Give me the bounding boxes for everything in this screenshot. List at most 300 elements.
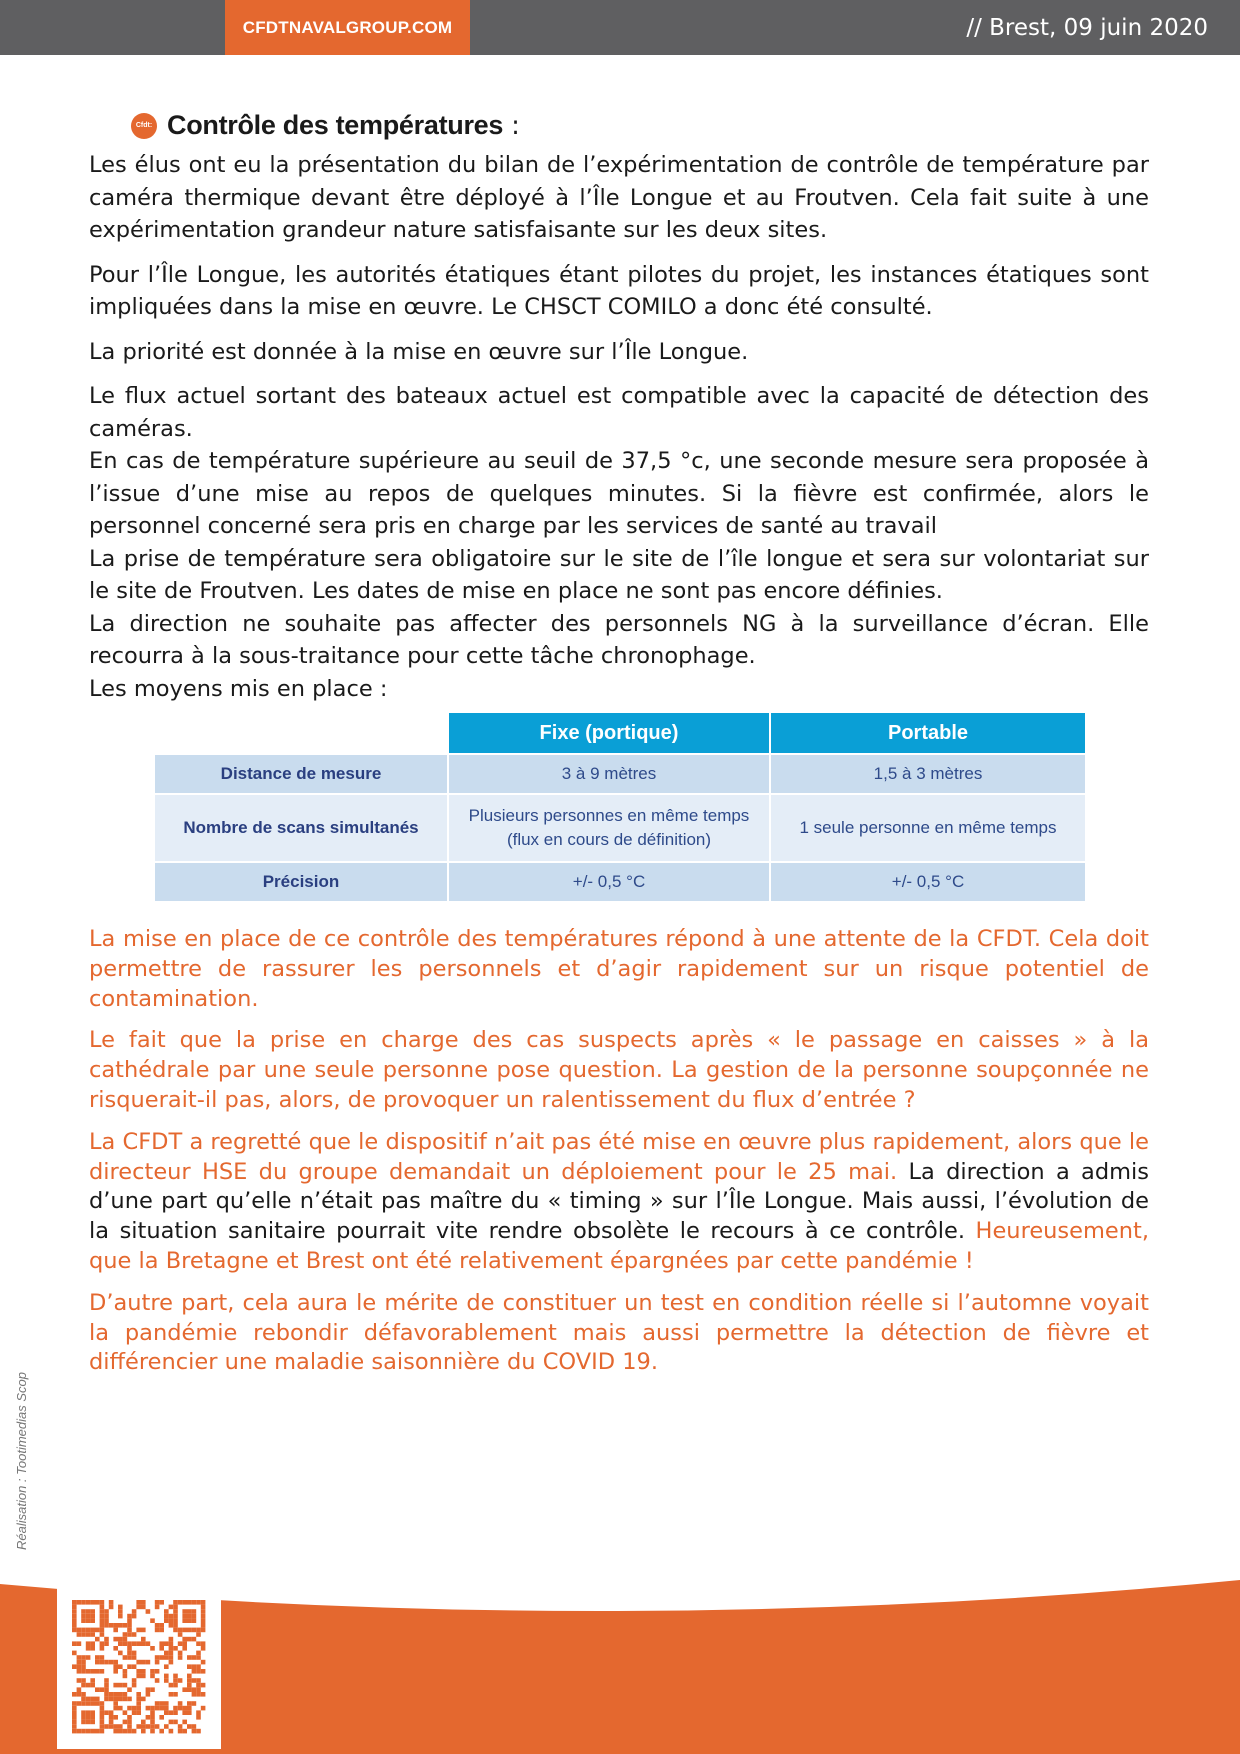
qr-module [100,1646,105,1651]
qr-module [164,1609,169,1614]
qr-module [81,1632,86,1637]
qr-module [201,1683,206,1688]
qr-module [100,1600,105,1605]
qr-module [187,1637,192,1642]
qr-module [187,1710,192,1715]
qr-module [100,1628,105,1633]
qr-module [150,1706,155,1711]
qr-module [173,1614,178,1619]
qr-module [141,1669,146,1674]
qr-module [155,1623,160,1628]
qr-module [90,1632,95,1637]
qr-module [100,1701,105,1706]
qr-module [146,1609,151,1614]
qr-module [100,1632,105,1637]
document-date: // Brest, 09 juin 2020 [966,14,1208,41]
qr-module [169,1605,174,1610]
qr-module [132,1710,137,1715]
qr-module [95,1687,100,1692]
qr-module [72,1720,77,1725]
qr-module [201,1600,206,1605]
qr-module [196,1641,201,1646]
qr-module [90,1618,95,1623]
qr-module [127,1651,132,1656]
qr-module [192,1664,197,1669]
qr-module [86,1655,91,1660]
qr-module [109,1715,114,1720]
qr-module [136,1697,141,1702]
qr-module [86,1614,91,1619]
qr-module [77,1687,82,1692]
qr-module [123,1710,128,1715]
qr-module [100,1623,105,1628]
qr-module [187,1687,192,1692]
qr-module [127,1715,132,1720]
qr-module [150,1669,155,1674]
qr-module [173,1692,178,1697]
qr-module [100,1605,105,1610]
qr-module [90,1614,95,1619]
qr-module [196,1651,201,1656]
qr-module [150,1715,155,1720]
qr-module [164,1655,169,1660]
qr-module [196,1687,201,1692]
qr-module [77,1669,82,1674]
qr-module [118,1623,123,1628]
qr-module [155,1706,160,1711]
qr-module [77,1660,82,1665]
qr-module [141,1724,146,1729]
qr-module [141,1660,146,1665]
qr-module [81,1628,86,1633]
qr-module [90,1720,95,1725]
qr-module [173,1609,178,1614]
qr-module [164,1674,169,1679]
qr-module [81,1720,86,1725]
qr-module [118,1605,123,1610]
qr-module [77,1664,82,1669]
qr-module [86,1697,91,1702]
qr-module [72,1641,77,1646]
table-row-label: Précision [155,863,447,901]
qr-module [196,1600,201,1605]
qr-module [178,1632,183,1637]
qr-module [72,1692,77,1697]
qr-module [178,1729,183,1734]
qr-module [86,1720,91,1725]
paragraph-moyens: Les moyens mis en place : [89,675,388,702]
specs-table [153,711,1087,903]
qr-module [104,1683,109,1688]
cfdt-paragraph-test: D’autre part, cela aura le mérite de constituer un test en condition réelle si l’automne voyait la pandémie rebondir défavorablement mais aussi permettre la détection de fièvre et différencier une maladie saisonnière du COVID 19. [89,1289,1149,1376]
qr-module [104,1660,109,1665]
qr-module [127,1687,132,1692]
qr-module [169,1614,174,1619]
qr-module [77,1632,82,1637]
qr-module [100,1710,105,1715]
qr-module [164,1724,169,1729]
qr-module [123,1729,128,1734]
qr-module [81,1609,86,1614]
qr-module [178,1651,183,1656]
qr-module [141,1674,146,1679]
qr-module [136,1724,141,1729]
qr-module [178,1724,183,1729]
qr-module [169,1720,174,1725]
qr-module [187,1609,192,1614]
qr-module [201,1660,206,1665]
qr-module [146,1687,151,1692]
qr-module [173,1683,178,1688]
qr-module [81,1614,86,1619]
qr-module [146,1660,151,1665]
qr-module [196,1683,201,1688]
qr-module [173,1674,178,1679]
qr-module [86,1729,91,1734]
qr-module [123,1655,128,1660]
qr-module [113,1637,118,1642]
qr-module [72,1618,77,1623]
cfdt-paragraph-regret [89,1128,1149,1277]
qr-module [118,1614,123,1619]
qr-module [113,1715,118,1720]
qr-module [187,1600,192,1605]
heureusement-text: Heureusement, que la Bretagne et Brest ont été relativement épargnées par cette pandémie ! [89,1218,1149,1274]
table-row [155,755,1085,793]
qr-module [77,1729,82,1734]
qr-module [118,1724,123,1729]
qr-module [104,1637,109,1642]
qr-module [132,1632,137,1637]
qr-module [155,1628,160,1633]
qr-module [201,1692,206,1697]
qr-module [127,1623,132,1628]
qr-module [136,1669,141,1674]
qr-module [141,1720,146,1725]
qr-module [169,1651,174,1656]
qr-module [196,1632,201,1637]
qr-module [187,1614,192,1619]
qr-module [100,1729,105,1734]
qr-module [182,1706,187,1711]
qr-module [86,1683,91,1688]
qr-module [192,1600,197,1605]
qr-module [100,1706,105,1711]
qr-module [113,1669,118,1674]
qr-module [127,1697,132,1702]
qr-module [182,1710,187,1715]
qr-module [196,1692,201,1697]
qr-module [113,1683,118,1688]
qr-code-icon[interactable] [57,1585,221,1749]
qr-module [90,1646,95,1651]
qr-module [86,1628,91,1633]
qr-module [77,1641,82,1646]
qr-module [109,1692,114,1697]
qr-module [118,1697,123,1702]
qr-module [118,1683,123,1688]
qr-module [90,1683,95,1688]
qr-module [109,1720,114,1725]
qr-module [178,1628,183,1633]
qr-module [95,1628,100,1633]
qr-module [155,1678,160,1683]
paragraph-flux: Le flux actuel sortant des bateaux actuel est compatible avec la capacité de détection des caméras. [89,383,1149,442]
qr-module [109,1724,114,1729]
qr-module [77,1628,82,1633]
qr-module [90,1669,95,1674]
qr-module [132,1678,137,1683]
qr-module [182,1729,187,1734]
qr-module [90,1697,95,1702]
qr-module [182,1720,187,1725]
qr-module [196,1628,201,1633]
qr-module [95,1701,100,1706]
qr-module [81,1669,86,1674]
qr-module [178,1701,183,1706]
qr-module [173,1710,178,1715]
qr-module [132,1641,137,1646]
qr-module [141,1697,146,1702]
qr-module [77,1692,82,1697]
qr-module [141,1605,146,1610]
qr-module [169,1618,174,1623]
qr-module [109,1710,114,1715]
qr-module [86,1710,91,1715]
qr-module [150,1687,155,1692]
qr-module [164,1706,169,1711]
qr-module [169,1655,174,1660]
qr-module [187,1628,192,1633]
qr-module [159,1628,164,1633]
qr-module [136,1674,141,1679]
qr-module [192,1614,197,1619]
qr-module [169,1660,174,1665]
qr-module [192,1729,197,1734]
qr-module [169,1646,174,1651]
cfdt-paragraph-question: Le fait que la prise en charge des cas suspects après « le passage en caisses » à la cathédrale par une seule personne pose question. La gestion de la personne soupçonnée ne risquerait-il pas, alors, de provoquer un ralentissement du flux d’entrée ? [89,1027,1149,1113]
qr-module [104,1614,109,1619]
qr-module [127,1724,132,1729]
qr-module [150,1618,155,1623]
qr-module [123,1683,128,1688]
qr-module [72,1706,77,1711]
qr-module [90,1715,95,1720]
qr-module [72,1710,77,1715]
qr-module [155,1660,160,1665]
qr-module [159,1600,164,1605]
qr-module [201,1706,206,1711]
table-cell: 1,5 à 3 mètres [771,755,1085,793]
qr-module [192,1618,197,1623]
qr-module [104,1697,109,1702]
qr-module [196,1664,201,1669]
qr-module [81,1683,86,1688]
qr-module [100,1715,105,1720]
qr-module [192,1678,197,1683]
qr-module [77,1701,82,1706]
qr-module [127,1720,132,1725]
qr-module [136,1706,141,1711]
qr-module [159,1701,164,1706]
qr-module [113,1623,118,1628]
paragraph-ile-longue: Pour l’Île Longue, les autorités étatiques étant pilotes du projet, les instances étatiques sont impliquées dans la mise en œuvre. Le CHSCT COMILO a donc été consulté. [89,261,1149,320]
qr-module [146,1724,151,1729]
qr-module [81,1710,86,1715]
qr-module [113,1628,118,1633]
qr-module [164,1664,169,1669]
paragraph-seuil: En cas de température supérieure au seuil de 37,5 °c, une seconde mesure sera proposée à l’issue d’une mise au repos de quelques minutes. Si la fièvre est confirmée, alors le personnel concerné sera pris en charge par les services de santé au travail [89,448,1149,539]
qr-module [169,1729,174,1734]
qr-module [81,1678,86,1683]
qr-module [72,1628,77,1633]
section-heading [131,110,1149,141]
qr-module [104,1724,109,1729]
qr-module [141,1729,146,1734]
table-header-portable: Portable [771,713,1085,753]
qr-module [86,1600,91,1605]
qr-module [136,1692,141,1697]
qr-module [159,1646,164,1651]
qr-module [182,1609,187,1614]
qr-module [201,1618,206,1623]
qr-module [178,1655,183,1660]
qr-module [81,1664,86,1669]
qr-module [150,1646,155,1651]
qr-module [173,1628,178,1633]
cfdt-logo-bullet-icon: Cfdt: [131,113,157,139]
qr-module [132,1651,137,1656]
qr-module [127,1628,132,1633]
qr-module [150,1710,155,1715]
qr-module [86,1609,91,1614]
qr-module [95,1729,100,1734]
qr-module [146,1692,151,1697]
qr-module [81,1701,86,1706]
qr-module [201,1641,206,1646]
qr-module [187,1655,192,1660]
qr-module [141,1628,146,1633]
qr-module [173,1720,178,1725]
qr-module [164,1614,169,1619]
qr-module [100,1641,105,1646]
qr-module [178,1706,183,1711]
qr-module [81,1618,86,1623]
qr-module [100,1660,105,1665]
qr-module [159,1706,164,1711]
section-title: Contrôle des températures [167,110,504,140]
qr-module [182,1628,187,1633]
qr-module [100,1724,105,1729]
qr-module [113,1706,118,1711]
site-url[interactable]: CFDTNAVALGROUP.COM [225,0,470,55]
qr-module [201,1609,206,1614]
qr-module [113,1646,118,1651]
qr-module [95,1655,100,1660]
qr-module [159,1715,164,1720]
qr-module [95,1637,100,1642]
qr-module [81,1600,86,1605]
qr-module [178,1641,183,1646]
qr-module [132,1655,137,1660]
qr-module [123,1669,128,1674]
qr-module [100,1618,105,1623]
qr-module [155,1701,160,1706]
qr-module [201,1623,206,1628]
qr-module [201,1669,206,1674]
qr-module [164,1701,169,1706]
paragraph-obligatoire: La prise de température sera obligatoire sur le site de l’île longue et sera sur volontariat sur le site de Froutven. Les dates de mise en place ne sont pas encore définies. [89,545,1149,604]
qr-module [196,1715,201,1720]
qr-module [72,1664,77,1669]
qr-module [123,1641,128,1646]
qr-module [173,1618,178,1623]
qr-module [104,1678,109,1683]
qr-module [192,1628,197,1633]
qr-module [182,1600,187,1605]
qr-module [86,1618,91,1623]
qr-module [100,1609,105,1614]
qr-module [182,1614,187,1619]
qr-module [173,1706,178,1711]
qr-module [113,1724,118,1729]
qr-module [196,1678,201,1683]
qr-module [182,1687,187,1692]
qr-module [95,1600,100,1605]
qr-module [164,1618,169,1623]
qr-module [192,1637,197,1642]
qr-module [196,1655,201,1660]
qr-module [187,1701,192,1706]
qr-module [127,1641,132,1646]
qr-module [86,1701,91,1706]
qr-module [187,1683,192,1688]
qr-module [77,1678,82,1683]
qr-module [127,1618,132,1623]
qr-module [104,1710,109,1715]
qr-module [72,1651,77,1656]
qr-module [81,1692,86,1697]
qr-module [104,1609,109,1614]
qr-module [90,1678,95,1683]
qr-module [136,1628,141,1633]
qr-module [136,1710,141,1715]
qr-module [141,1637,146,1642]
top-bar [0,0,1240,55]
table-cell: +/- 0,5 °C [449,863,769,901]
qr-module [173,1646,178,1651]
qr-module [104,1687,109,1692]
qr-module [72,1605,77,1610]
qr-module [192,1655,197,1660]
qr-module [72,1724,77,1729]
qr-module [72,1600,77,1605]
qr-module [164,1651,169,1656]
qr-module [146,1706,151,1711]
qr-module [155,1669,160,1674]
qr-module [86,1646,91,1651]
qr-module [100,1655,105,1660]
qr-module [155,1655,160,1660]
qr-module [72,1729,77,1734]
qr-module [118,1664,123,1669]
qr-module [72,1623,77,1628]
table-row-label: Distance de mesure [155,755,447,793]
qr-module [173,1678,178,1683]
qr-module [90,1609,95,1614]
qr-module [155,1605,160,1610]
qr-module [113,1664,118,1669]
